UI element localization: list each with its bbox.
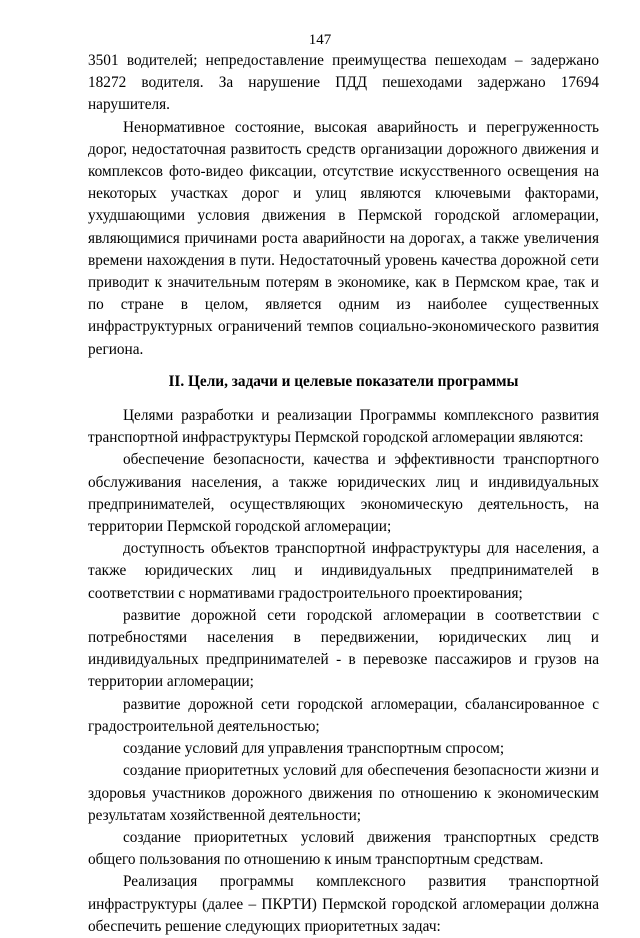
closing-paragraph: Реализация программы комплексного развития транспортной инфраструктуры (далее – ПКРТИ) Пермской городской агломерации должна обеспечить решение следующих приоритетных задач: xyxy=(88,873,599,935)
goals-intro: Целями разработки и реализации Программы комплексного развития транспортной инфраструктуры Пермской городской агломерации являются: xyxy=(88,407,599,447)
goal-item: создание условий для управления транспортным спросом; xyxy=(123,740,505,758)
goal-item: создание приоритетных условий для обеспечения безопасности жизни и здоровья участников дорожного движения по отношению к экономическим результатам хозяйственной деятельности; xyxy=(88,762,599,824)
document-body xyxy=(88,50,599,938)
goal-item: развитие дорожной сети городской агломерации, сбалансированное с градостроительной деятельностью; xyxy=(88,695,599,735)
paragraph-road-factors: Ненормативное состояние, высокая аварийность и перегруженность дорог, недостаточная развитость средств организации дорожного движения и комплексов фото-видео фиксации, отсутствие искусственного освещения на некоторых участках дорог и улиц являются ключевыми факторами, ухудшающими условия движения в Пермской городской агломерации, являющимися причинами роста аварийности на дорогах, а также увеличения времени нахождения в пути. Недостаточный уровень качества дорожной сети приводит к значительным потерям в экономике, как в Пермском крае, так и по стране в целом, является одним из наиболее существенных инфраструктурных ограничений темпов социально-экономического развития региона. xyxy=(88,118,599,358)
goal-item: обеспечение безопасности, качества и эффективности транспортного обслуживания населения, а также юридических лиц и индивидуальных предпринимателей, осуществляющих экономическую деятельность, на территории Пермской городской агломерации; xyxy=(88,451,599,536)
paragraph-violations: 3501 водителей; непредоставление преимущества пешеходам – задержано 18272 водителя. За нарушение ПДД пешеходами задержано 17694 нарушителя. xyxy=(88,52,599,114)
goal-item: доступность объектов транспортной инфраструктуры для населения, а также юридических лиц и индивидуальных предпринимателей в соответствии с нормативами градостроительного проектирования; xyxy=(88,540,599,602)
goal-item: создание приоритетных условий движения транспортных средств общего пользования по отношению к иным транспортным средствам. xyxy=(88,828,599,869)
section-title: II. Цели, задачи и целевые показатели программы xyxy=(168,372,519,390)
page-number: 147 xyxy=(308,32,332,48)
goal-item: развитие дорожной сети городской агломерации в соответствии с потребностями населения в передвижении, юридических лиц и индивидуальных предпринимателей - в перевозке пассажиров и грузов на территории агломерации; xyxy=(88,606,599,691)
